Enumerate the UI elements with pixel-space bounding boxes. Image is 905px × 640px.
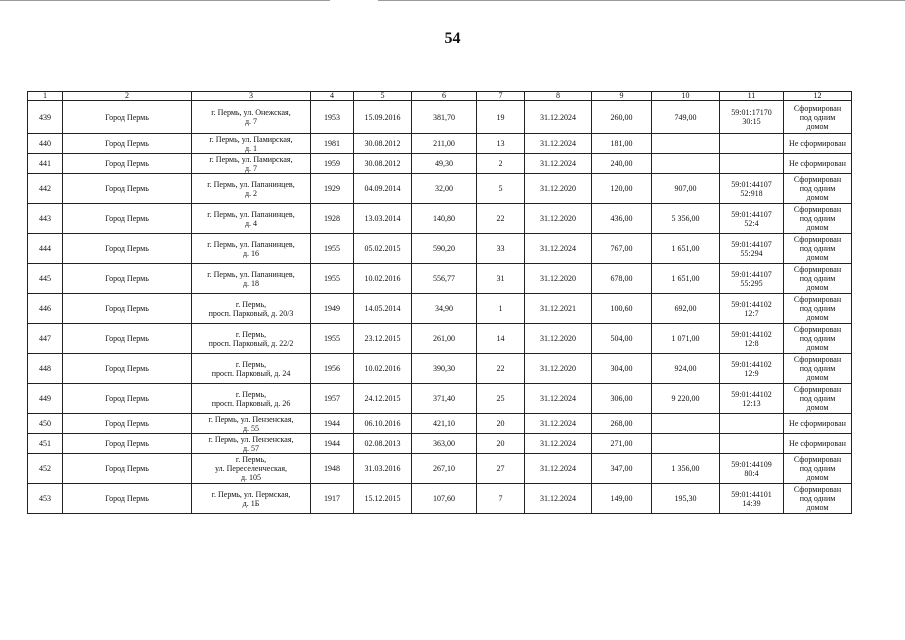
address-cell: г. Пермь, просп. Парковый, д. 24 bbox=[192, 354, 311, 384]
status-cell: Сформирован под одним домом bbox=[784, 294, 852, 324]
city-cell: Город Пермь bbox=[63, 204, 192, 234]
housing-register-table bbox=[27, 91, 852, 514]
column-9-cell: 306,00 bbox=[592, 384, 652, 414]
row-number-cell: 439 bbox=[28, 101, 63, 134]
date-cell: 04.09.2014 bbox=[354, 174, 412, 204]
table-row bbox=[28, 484, 852, 514]
year-cell: 1944 bbox=[311, 414, 354, 434]
status-cell: Сформирован под одним домом bbox=[784, 384, 852, 414]
column-header: 5 bbox=[354, 92, 412, 101]
city-cell: Город Пермь bbox=[63, 101, 192, 134]
status-cell: Сформирован под одним домом bbox=[784, 484, 852, 514]
row-number-cell: 453 bbox=[28, 484, 63, 514]
count-cell: 22 bbox=[477, 204, 525, 234]
city-cell: Город Пермь bbox=[63, 294, 192, 324]
city-cell: Город Пермь bbox=[63, 384, 192, 414]
column-header: 6 bbox=[412, 92, 477, 101]
column-header: 10 bbox=[652, 92, 720, 101]
status-cell: Сформирован под одним домом bbox=[784, 101, 852, 134]
address-cell: г. Пермь, ул. Пензенская, д. 57 bbox=[192, 434, 311, 454]
date-cell: 30.08.2012 bbox=[354, 134, 412, 154]
column-9-cell: 181,00 bbox=[592, 134, 652, 154]
date-cell: 31.03.2016 bbox=[354, 454, 412, 484]
table-row bbox=[28, 414, 852, 434]
date-cell: 24.12.2015 bbox=[354, 384, 412, 414]
row-number-cell: 443 bbox=[28, 204, 63, 234]
city-cell: Город Пермь bbox=[63, 354, 192, 384]
year-cell: 1957 bbox=[311, 384, 354, 414]
year-cell: 1929 bbox=[311, 174, 354, 204]
cadastral-number-cell: 59:01:44109 80:4 bbox=[720, 454, 784, 484]
area-cell: 371,40 bbox=[412, 384, 477, 414]
row-number-cell: 452 bbox=[28, 454, 63, 484]
column-header: 12 bbox=[784, 92, 852, 101]
year-cell: 1959 bbox=[311, 154, 354, 174]
area-cell: 32,00 bbox=[412, 174, 477, 204]
column-9-cell: 100,60 bbox=[592, 294, 652, 324]
count-cell: 14 bbox=[477, 324, 525, 354]
date-cell: 10.02.2016 bbox=[354, 264, 412, 294]
count-cell: 5 bbox=[477, 174, 525, 204]
count-cell: 1 bbox=[477, 294, 525, 324]
city-cell: Город Пермь bbox=[63, 264, 192, 294]
status-cell: Сформирован под одним домом bbox=[784, 264, 852, 294]
deadline-cell: 31.12.2024 bbox=[525, 134, 592, 154]
year-cell: 1949 bbox=[311, 294, 354, 324]
area-cell: 267,10 bbox=[412, 454, 477, 484]
year-cell: 1917 bbox=[311, 484, 354, 514]
header-row bbox=[28, 92, 852, 101]
table-row bbox=[28, 174, 852, 204]
column-header: 7 bbox=[477, 92, 525, 101]
deadline-cell: 31.12.2020 bbox=[525, 324, 592, 354]
cadastral-number-cell: 59:01:44107 52:4 bbox=[720, 204, 784, 234]
status-cell: Сформирован под одним домом bbox=[784, 354, 852, 384]
city-cell: Город Пермь bbox=[63, 174, 192, 204]
row-number-cell: 447 bbox=[28, 324, 63, 354]
date-cell: 15.12.2015 bbox=[354, 484, 412, 514]
row-number-cell: 445 bbox=[28, 264, 63, 294]
status-cell: Сформирован под одним домом bbox=[784, 324, 852, 354]
city-cell: Город Пермь bbox=[63, 434, 192, 454]
deadline-cell: 31.12.2021 bbox=[525, 294, 592, 324]
column-10-cell: 195,30 bbox=[652, 484, 720, 514]
column-header: 11 bbox=[720, 92, 784, 101]
date-cell: 30.08.2012 bbox=[354, 154, 412, 174]
area-cell: 556,77 bbox=[412, 264, 477, 294]
deadline-cell: 31.12.2024 bbox=[525, 434, 592, 454]
column-10-cell: 5 356,00 bbox=[652, 204, 720, 234]
address-cell: г. Пермь, ул. Папанинцев, д. 2 bbox=[192, 174, 311, 204]
column-9-cell: 347,00 bbox=[592, 454, 652, 484]
cadastral-number-cell: 59:01:44102 12:7 bbox=[720, 294, 784, 324]
date-cell: 10.02.2016 bbox=[354, 354, 412, 384]
cadastral-number-cell bbox=[720, 154, 784, 174]
status-cell: Не сформирован bbox=[784, 434, 852, 454]
top-rule-left bbox=[0, 0, 330, 1]
address-cell: г. Пермь, ул. Пермская, д. 1Б bbox=[192, 484, 311, 514]
column-9-cell: 268,00 bbox=[592, 414, 652, 434]
address-cell: г. Пермь, ул. Пензенская, д. 55 bbox=[192, 414, 311, 434]
address-cell: г. Пермь, ул. Папанинцев, д. 18 bbox=[192, 264, 311, 294]
deadline-cell: 31.12.2024 bbox=[525, 484, 592, 514]
table-row bbox=[28, 204, 852, 234]
area-cell: 421,10 bbox=[412, 414, 477, 434]
deadline-cell: 31.12.2020 bbox=[525, 354, 592, 384]
address-cell: г. Пермь, просп. Парковый, д. 26 bbox=[192, 384, 311, 414]
deadline-cell: 31.12.2020 bbox=[525, 204, 592, 234]
year-cell: 1953 bbox=[311, 101, 354, 134]
column-10-cell: 907,00 bbox=[652, 174, 720, 204]
cadastral-number-cell: 59:01:44101 14:39 bbox=[720, 484, 784, 514]
table-row bbox=[28, 154, 852, 174]
column-10-cell: 1 356,00 bbox=[652, 454, 720, 484]
deadline-cell: 31.12.2024 bbox=[525, 234, 592, 264]
column-9-cell: 240,00 bbox=[592, 154, 652, 174]
year-cell: 1956 bbox=[311, 354, 354, 384]
city-cell: Город Пермь bbox=[63, 484, 192, 514]
date-cell: 06.10.2016 bbox=[354, 414, 412, 434]
status-cell: Не сформирован bbox=[784, 414, 852, 434]
cadastral-number-cell: 59:01:44102 12:9 bbox=[720, 354, 784, 384]
row-number-cell: 446 bbox=[28, 294, 63, 324]
column-10-cell: 692,00 bbox=[652, 294, 720, 324]
column-10-cell: 924,00 bbox=[652, 354, 720, 384]
count-cell: 27 bbox=[477, 454, 525, 484]
table-row bbox=[28, 384, 852, 414]
count-cell: 33 bbox=[477, 234, 525, 264]
date-cell: 13.03.2014 bbox=[354, 204, 412, 234]
year-cell: 1948 bbox=[311, 454, 354, 484]
deadline-cell: 31.12.2024 bbox=[525, 101, 592, 134]
date-cell: 23.12.2015 bbox=[354, 324, 412, 354]
column-9-cell: 260,00 bbox=[592, 101, 652, 134]
address-cell: г. Пермь, ул. Памирская, д. 7 bbox=[192, 154, 311, 174]
date-cell: 14.05.2014 bbox=[354, 294, 412, 324]
cadastral-number-cell: 59:01:44102 12:8 bbox=[720, 324, 784, 354]
address-cell: г. Пермь, ул. Папанинцев, д. 4 bbox=[192, 204, 311, 234]
area-cell: 211,00 bbox=[412, 134, 477, 154]
column-10-cell: 1 651,00 bbox=[652, 234, 720, 264]
cadastral-number-cell bbox=[720, 134, 784, 154]
column-9-cell: 149,00 bbox=[592, 484, 652, 514]
count-cell: 2 bbox=[477, 154, 525, 174]
table-row bbox=[28, 434, 852, 454]
column-10-cell: 749,00 bbox=[652, 101, 720, 134]
address-cell: г. Пермь, ул. Онежская, д. 7 bbox=[192, 101, 311, 134]
row-number-cell: 449 bbox=[28, 384, 63, 414]
column-9-cell: 436,00 bbox=[592, 204, 652, 234]
deadline-cell: 31.12.2020 bbox=[525, 174, 592, 204]
row-number-cell: 450 bbox=[28, 414, 63, 434]
deadline-cell: 31.12.2020 bbox=[525, 264, 592, 294]
year-cell: 1944 bbox=[311, 434, 354, 454]
count-cell: 19 bbox=[477, 101, 525, 134]
year-cell: 1955 bbox=[311, 324, 354, 354]
cadastral-number-cell: 59:01:44107 55:294 bbox=[720, 234, 784, 264]
area-cell: 261,00 bbox=[412, 324, 477, 354]
count-cell: 7 bbox=[477, 484, 525, 514]
count-cell: 20 bbox=[477, 434, 525, 454]
column-10-cell: 1 651,00 bbox=[652, 264, 720, 294]
count-cell: 25 bbox=[477, 384, 525, 414]
column-10-cell: 1 071,00 bbox=[652, 324, 720, 354]
column-9-cell: 504,00 bbox=[592, 324, 652, 354]
address-cell: г. Пермь, просп. Парковый, д. 22/2 bbox=[192, 324, 311, 354]
year-cell: 1955 bbox=[311, 234, 354, 264]
table-row bbox=[28, 324, 852, 354]
address-cell: г. Пермь, ул. Папанинцев, д. 16 bbox=[192, 234, 311, 264]
table-row bbox=[28, 354, 852, 384]
count-cell: 22 bbox=[477, 354, 525, 384]
column-10-cell: 9 220,00 bbox=[652, 384, 720, 414]
area-cell: 49,30 bbox=[412, 154, 477, 174]
city-cell: Город Пермь bbox=[63, 234, 192, 264]
year-cell: 1981 bbox=[311, 134, 354, 154]
deadline-cell: 31.12.2024 bbox=[525, 414, 592, 434]
city-cell: Город Пермь bbox=[63, 324, 192, 354]
status-cell: Не сформирован bbox=[784, 134, 852, 154]
row-number-cell: 444 bbox=[28, 234, 63, 264]
row-number-cell: 451 bbox=[28, 434, 63, 454]
column-header: 9 bbox=[592, 92, 652, 101]
area-cell: 381,70 bbox=[412, 101, 477, 134]
row-number-cell: 448 bbox=[28, 354, 63, 384]
column-9-cell: 304,00 bbox=[592, 354, 652, 384]
column-9-cell: 678,00 bbox=[592, 264, 652, 294]
deadline-cell: 31.12.2024 bbox=[525, 384, 592, 414]
status-cell: Сформирован под одним домом bbox=[784, 174, 852, 204]
area-cell: 390,30 bbox=[412, 354, 477, 384]
date-cell: 15.09.2016 bbox=[354, 101, 412, 134]
column-header: 3 bbox=[192, 92, 311, 101]
year-cell: 1928 bbox=[311, 204, 354, 234]
area-cell: 107,60 bbox=[412, 484, 477, 514]
status-cell: Сформирован под одним домом bbox=[784, 204, 852, 234]
column-9-cell: 767,00 bbox=[592, 234, 652, 264]
cadastral-number-cell: 59:01:44107 55:295 bbox=[720, 264, 784, 294]
column-header: 4 bbox=[311, 92, 354, 101]
date-cell: 05.02.2015 bbox=[354, 234, 412, 264]
area-cell: 590,20 bbox=[412, 234, 477, 264]
row-number-cell: 442 bbox=[28, 174, 63, 204]
city-cell: Город Пермь bbox=[63, 134, 192, 154]
table-row bbox=[28, 264, 852, 294]
table-row bbox=[28, 134, 852, 154]
city-cell: Город Пермь bbox=[63, 454, 192, 484]
column-9-cell: 120,00 bbox=[592, 174, 652, 204]
column-10-cell bbox=[652, 414, 720, 434]
city-cell: Город Пермь bbox=[63, 154, 192, 174]
row-number-cell: 440 bbox=[28, 134, 63, 154]
count-cell: 13 bbox=[477, 134, 525, 154]
count-cell: 31 bbox=[477, 264, 525, 294]
column-header: 2 bbox=[63, 92, 192, 101]
status-cell: Не сформирован bbox=[784, 154, 852, 174]
area-cell: 140,80 bbox=[412, 204, 477, 234]
year-cell: 1955 bbox=[311, 264, 354, 294]
table-row bbox=[28, 454, 852, 484]
column-header: 8 bbox=[525, 92, 592, 101]
column-10-cell bbox=[652, 154, 720, 174]
table-row bbox=[28, 294, 852, 324]
table-row bbox=[28, 101, 852, 134]
city-cell: Город Пермь bbox=[63, 414, 192, 434]
count-cell: 20 bbox=[477, 414, 525, 434]
status-cell: Сформирован под одним домом bbox=[784, 454, 852, 484]
address-cell: г. Пермь, ул. Памирская, д. 1 bbox=[192, 134, 311, 154]
cadastral-number-cell bbox=[720, 414, 784, 434]
row-number-cell: 441 bbox=[28, 154, 63, 174]
area-cell: 34,90 bbox=[412, 294, 477, 324]
address-cell: г. Пермь, просп. Парковый, д. 20/3 bbox=[192, 294, 311, 324]
cadastral-number-cell bbox=[720, 434, 784, 454]
cadastral-number-cell: 59:01:44102 12:13 bbox=[720, 384, 784, 414]
column-header: 1 bbox=[28, 92, 63, 101]
status-cell: Сформирован под одним домом bbox=[784, 234, 852, 264]
address-cell: г. Пермь, ул. Переселенческая, д. 105 bbox=[192, 454, 311, 484]
column-10-cell bbox=[652, 134, 720, 154]
deadline-cell: 31.12.2024 bbox=[525, 454, 592, 484]
column-10-cell bbox=[652, 434, 720, 454]
cadastral-number-cell: 59:01:44107 52:918 bbox=[720, 174, 784, 204]
column-9-cell: 271,00 bbox=[592, 434, 652, 454]
area-cell: 363,00 bbox=[412, 434, 477, 454]
page-number: 54 bbox=[444, 30, 461, 47]
date-cell: 02.08.2013 bbox=[354, 434, 412, 454]
top-rule-right bbox=[378, 0, 905, 1]
table-row bbox=[28, 234, 852, 264]
cadastral-number-cell: 59:01:17170 30:15 bbox=[720, 101, 784, 134]
deadline-cell: 31.12.2024 bbox=[525, 154, 592, 174]
